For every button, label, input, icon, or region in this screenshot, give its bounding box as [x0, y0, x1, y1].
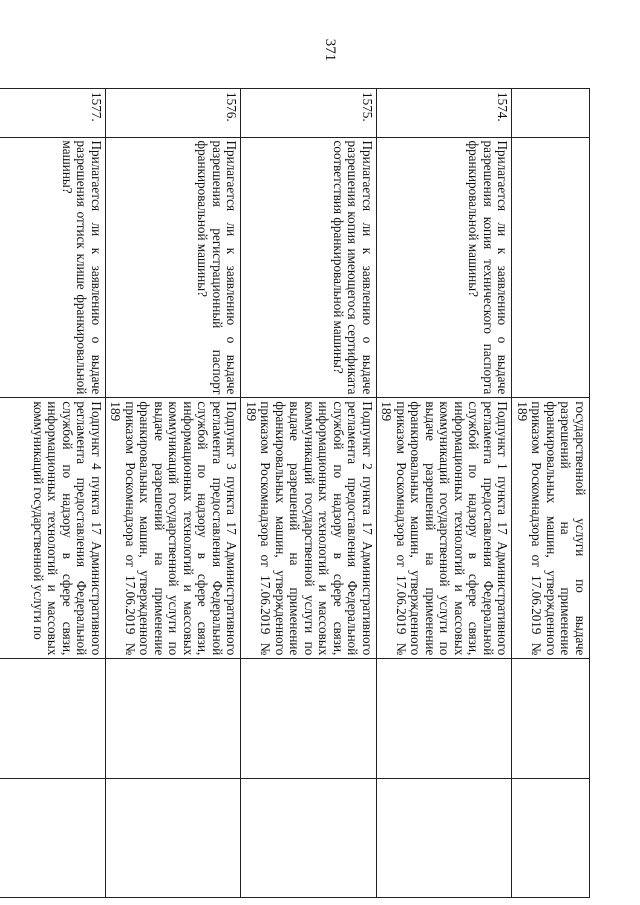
- cell-number: [512, 89, 590, 138]
- row-basis: Подпункт 2 пункта 17 Административного регламента предоставления Федеральной службой по надзору в сфере связи, информационных технологий и массовых коммуникаций государственной услуги по выдаче разрешений на применение франкировальных машин, утвержденного приказом Роскомнадзора от 17.06.2019 № 189: [241, 398, 377, 659]
- row-number: 1575.: [241, 89, 377, 138]
- table-row: [0, 89, 106, 898]
- cell-answer: [106, 659, 242, 778]
- row-basis: Подпункт 3 пункта 17 Административного регламента предоставления Федеральной службой по надзору в сфере связи, информационных технологий и массовых коммуникаций государственной услуги по выдаче разрешений на применение франкировальных машин, утвержденного приказом Роскомнадзора от 17.06.2019 № 189: [106, 398, 242, 659]
- row-basis: Подпункт 4 пункта 17 Административного регламента предоставления Федеральной службой по надзору в сфере связи, информационных технологий и массовых коммуникаций государственной услуги по: [0, 398, 106, 659]
- row-question: Прилагается ли к заявлению о выдаче разрешения копия технического паспорта франкировальной машины?: [377, 137, 513, 398]
- page-number: 371: [322, 38, 338, 62]
- cell-note: [106, 778, 242, 897]
- cell-answer: [377, 659, 513, 778]
- table-row: [377, 89, 513, 898]
- row-number: 1576.: [106, 89, 242, 138]
- cell-answer: [512, 659, 590, 778]
- cell-note: [241, 778, 377, 897]
- row-number: 1577.: [0, 89, 106, 138]
- cell-basis: государственной услуги по выдаче разрешений на применение франкировальных машин, утвержденного приказом Роскомнадзора от 17.06.2019 № 189: [512, 398, 590, 659]
- row-question: Прилагается ли к заявлению о выдаче разрешения оттиск клише франкировальной машины?: [0, 137, 106, 398]
- table-row: [106, 89, 242, 898]
- cell-note: [0, 778, 106, 897]
- table-row-continued: [512, 89, 590, 898]
- cell-note: [377, 778, 513, 897]
- cell-question: [512, 137, 590, 398]
- cell-answer: [241, 659, 377, 778]
- row-basis: Подпункт 1 пункта 17 Административного регламента предоставления Федеральной службой по надзору в сфере связи, информационных технологий и массовых коммуникаций государственной услуги по выдаче разрешений на применение франкировальных машин, утвержденного приказом Роскомнадзора от 17.06.2019 № 189: [377, 398, 513, 659]
- table-row: [241, 89, 377, 898]
- row-question: Прилагается ли к заявлению о выдаче разрешения копия имеющегося сертификата соответствия франкировальной машины?: [241, 137, 377, 398]
- rotated-table-container: [31, 88, 590, 898]
- row-number: 1574.: [377, 89, 513, 138]
- cell-answer: [0, 659, 106, 778]
- checklist-table: [0, 88, 590, 898]
- row-question: Прилагается ли к заявлению о выдаче разрешения регистрационный паспорт франкировальной машины?: [106, 137, 242, 398]
- cell-note: [512, 778, 590, 897]
